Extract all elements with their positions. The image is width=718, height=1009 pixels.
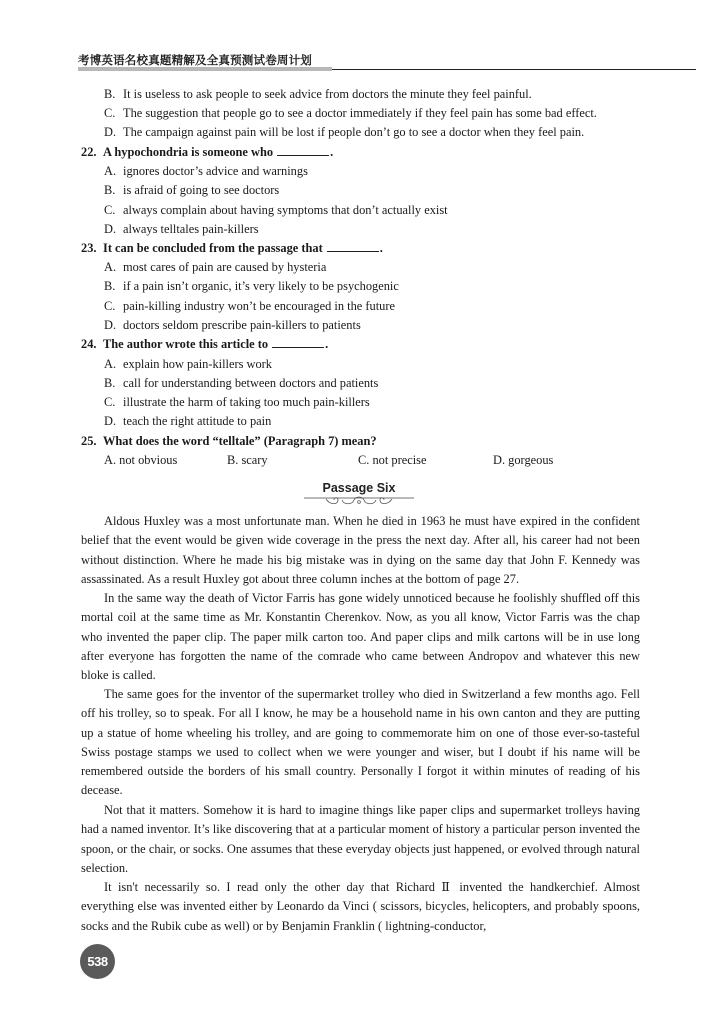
- question-23-stem: [81, 240, 383, 256]
- question-23-option-c: [104, 298, 395, 314]
- header-gray-bar: [78, 67, 332, 71]
- page-number-badge: 538: [80, 944, 115, 979]
- question-text: The author wrote this article to: [103, 337, 269, 351]
- option-letter: D.: [104, 318, 117, 332]
- option-text: doctors seldom prescribe pain-killers to patients: [123, 318, 361, 332]
- question-24-option-d: [104, 413, 271, 429]
- question-number: 24.: [81, 337, 97, 351]
- option-text: scary: [241, 453, 268, 467]
- answer-blank: [327, 240, 379, 252]
- option-letter: D.: [104, 125, 117, 139]
- question-22-option-d: [104, 221, 259, 237]
- prev-option-c: [104, 105, 597, 121]
- question-text: It can be concluded from the passage that: [103, 241, 323, 255]
- option-text: not precise: [372, 453, 427, 467]
- option-text: gorgeous: [508, 453, 554, 467]
- option-letter: A.: [104, 357, 117, 371]
- passage-title: Passage Six: [322, 481, 396, 495]
- option-text: The suggestion that people go to see a doctor immediately if they feel pain has some bad effect.: [123, 106, 597, 120]
- option-text: explain how pain-killers work: [123, 357, 272, 371]
- passage-paragraph-4: Not that it matters. Somehow it is hard to imagine things like paper clips and supermarket trolleys having had a named inventor. It’s like discovering that at a particular moment of history a particular person invented the spoon, or the chair, or socks. One assumes that these everyday objects just happened, or evolved through natural selection.: [81, 803, 640, 875]
- question-23-option-d: [104, 317, 361, 333]
- option-letter: A.: [104, 164, 117, 178]
- question-25-stem: [81, 433, 377, 449]
- question-25-option-b: [227, 452, 268, 468]
- question-24-stem: [81, 336, 328, 352]
- question-end-punct: .: [379, 241, 383, 255]
- option-text: always telltales pain-killers: [123, 222, 259, 236]
- option-text: most cares of pain are caused by hysteria: [123, 260, 327, 274]
- option-letter: B.: [104, 183, 116, 197]
- option-letter: D.: [104, 414, 117, 428]
- answer-blank: [277, 144, 329, 156]
- question-number: 22.: [81, 145, 97, 159]
- question-25-option-a: [104, 452, 177, 468]
- option-text: always complain about having symptoms that don’t actually exist: [123, 203, 448, 217]
- option-text: is afraid of going to see doctors: [123, 183, 280, 197]
- passage-paragraph-1: Aldous Huxley was a most unfortunate man. When he died in 1963 he must have expired in the confident belief that the event would be given wide coverage in the press the next day. After all, his career had not been without distinction. Where he made his big mistake was in dying on the same day that John F. Kennedy was assassinated. As a result Huxley got about three column inches at the bottom of page 27.: [81, 514, 640, 586]
- passage-paragraph-3: The same goes for the inventor of the supermarket trolley who died in Switzerland a few months ago. Fell off his trolley, so to speak. For all I know, he may be a household name in his own canton and they are putting up a statue of home wheeling his trolley, and are going to commemorate him on one of those ever-so-tasteful Swiss postage stamps we used to collect when we were younger and wiser, but I doubt if his name will be remembered outside the borders of his small country. Personally I forgot it within minutes of reading of his decease.: [81, 687, 640, 798]
- option-letter: C.: [104, 106, 116, 120]
- option-text: The campaign against pain will be lost if people don’t go to see a doctor when they feel pain.: [123, 125, 585, 139]
- passage-paragraph-5: It isn't necessarily so. I read only the other day that Richard Ⅱ invented the handkerchief. Almost everything else was invented either by Leonardo da Vinci ( scissors, bicycles, helicopters, and probably spoons, socks and the Rubik cube as well) or by Benjamin Franklin ( lightning-conductor,: [81, 880, 640, 933]
- option-text: teach the right attitude to pain: [123, 414, 272, 428]
- question-24-option-b: [104, 375, 378, 391]
- option-letter: A.: [104, 260, 117, 274]
- question-number: 25.: [81, 434, 97, 448]
- question-22-stem: [81, 144, 333, 160]
- option-text: pain-killing industry won’t be encouraged in the future: [123, 299, 395, 313]
- option-letter: B.: [104, 279, 116, 293]
- question-text: A hypochondria is someone who: [103, 145, 274, 159]
- option-text: if a pain isn’t organic, it’s very likely to be psychogenic: [123, 279, 399, 293]
- question-24-option-a: [104, 356, 272, 372]
- question-24-option-c: [104, 394, 370, 410]
- question-22-option-c: [104, 202, 448, 218]
- prev-option-b: [104, 86, 532, 102]
- option-text: illustrate the harm of taking too much pain-killers: [123, 395, 370, 409]
- option-letter: A.: [104, 453, 117, 467]
- prev-option-d: [104, 124, 584, 140]
- passage-paragraph-2: In the same way the death of Victor Farris has gone widely unnoticed because he foolishly shuffled off this mortal coil at the same time as Mr. Konstantin Cherenkov. Now, as you all know, Victor Farris was the chap who invented the paper clip. The paper milk carton too. And paper clips and milk cartons will be in use long after everyone has forgotten the name of the comrade who came between Andropov and whatever this new bloke is called.: [81, 591, 640, 683]
- option-letter: D.: [493, 453, 506, 467]
- running-header-title: 考博英语名校真题精解及全真预测试卷周计划: [78, 53, 312, 67]
- running-header: [78, 50, 696, 72]
- answer-blank: [272, 336, 324, 348]
- option-text: not obvious: [119, 453, 178, 467]
- option-letter: D.: [104, 222, 117, 236]
- question-22-option-a: [104, 163, 308, 179]
- question-25-option-d: [493, 452, 553, 468]
- header-rule: [332, 69, 696, 70]
- question-22-option-b: [104, 182, 279, 198]
- question-25-option-c: [358, 452, 427, 468]
- question-23-option-a: [104, 259, 326, 275]
- option-text: call for understanding between doctors and patients: [123, 376, 379, 390]
- option-letter: C.: [104, 395, 116, 409]
- question-23-option-b: [104, 278, 399, 294]
- question-text: What does the word “telltale” (Paragraph 7) mean?: [103, 434, 377, 448]
- option-letter: C.: [104, 203, 116, 217]
- question-end-punct: .: [325, 337, 329, 351]
- option-letter: C.: [104, 299, 116, 313]
- question-end-punct: .: [330, 145, 334, 159]
- option-text: It is useless to ask people to seek advice from doctors the minute they feel painful.: [123, 87, 532, 101]
- option-text: ignores doctor’s advice and warnings: [123, 164, 308, 178]
- option-letter: B.: [227, 453, 239, 467]
- option-letter: B.: [104, 376, 116, 390]
- question-number: 23.: [81, 241, 97, 255]
- option-letter: B.: [104, 87, 116, 101]
- option-letter: C.: [358, 453, 370, 467]
- scroll-flourish-icon: [304, 494, 414, 506]
